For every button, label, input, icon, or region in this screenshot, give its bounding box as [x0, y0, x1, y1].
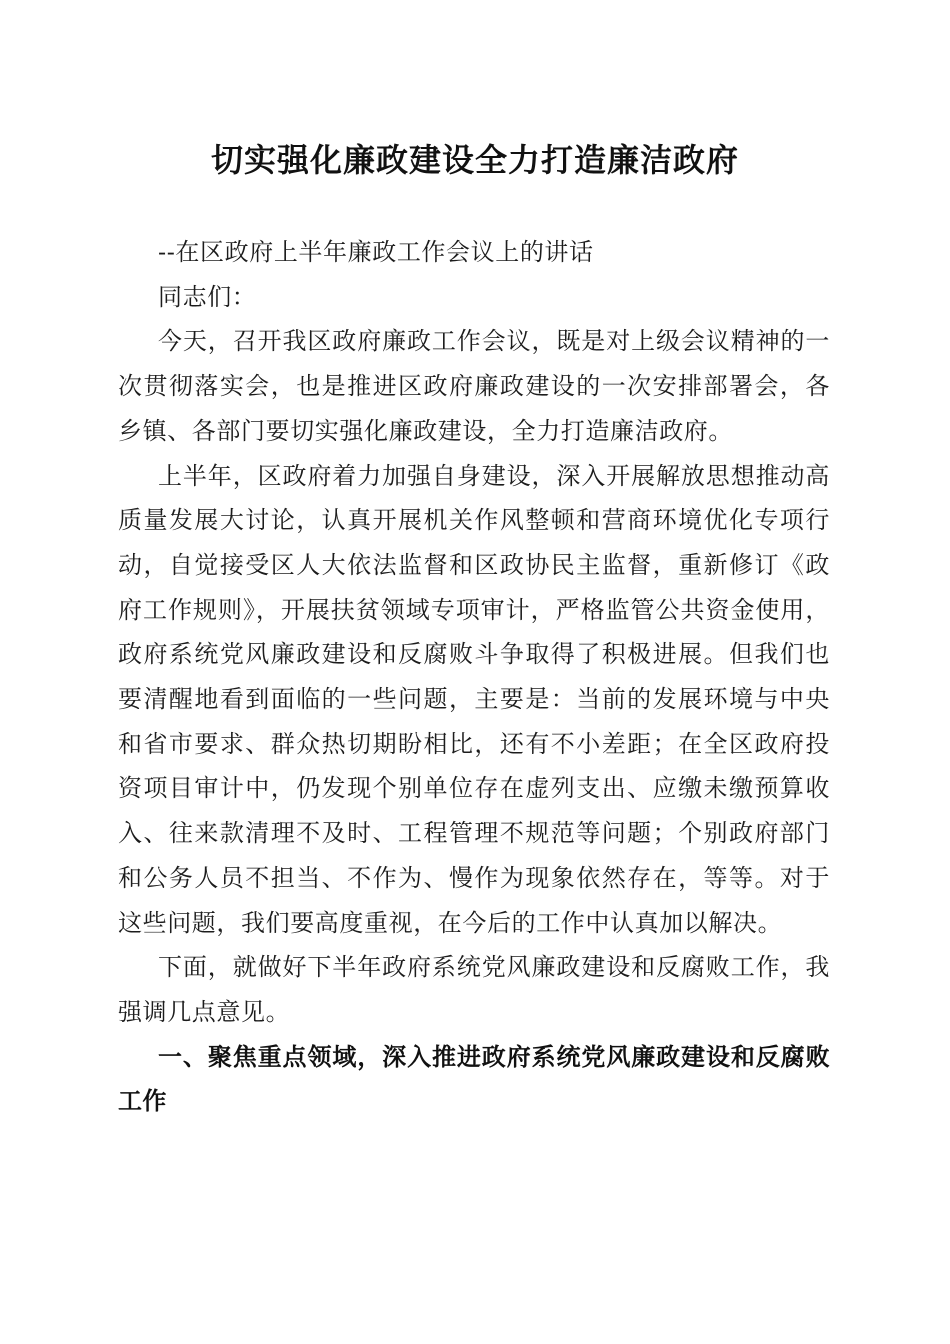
document-body: [118, 230, 830, 1124]
section-heading: 一、聚焦重点领域，深入推进政府系统党风廉政建设和反腐败工作: [118, 1042, 830, 1116]
paragraph: 下面，就做好下半年政府系统党风廉政建设和反腐败工作，我强调几点意见。: [118, 953, 830, 1026]
greeting: 同志们：: [158, 282, 257, 311]
document-title: 切实强化廉政建设全力打造廉洁政府: [210, 141, 739, 179]
paragraph: 上半年，区政府着力加强自身建设，深入开展解放思想推动高质量发展大讨论，认真开展机关作风整顿和营商环境优化专项行动，自觉接受区人大依法监督和区政协民主监督，重新修订《政府工作规则》，开展扶贫领域专项审计，严格监管公共资金使用，政府系统党风廉政建设和反腐败斗争取得了积极进展。但我们也要清醒地看到面临的一些问题，主要是：当前的发展环境与中央和省市要求、群众热切期盼相比，还有不小差距；在全区政府投资项目审计中，仍发现个别单位存在虚列支出、应缴未缴预算收入、往来款清理不及时、工程管理不规范等问题；个别政府部门和公务人员不担当、不作为、慢作为现象依然存在，等等。对于这些问题，我们要高度重视，在今后的工作中认真加以解决。: [118, 461, 830, 937]
subtitle: --在区政府上半年廉政工作会议上的讲话: [158, 238, 594, 266]
paragraph: 今天，召开我区政府廉政工作会议，既是对上级会议精神的一次贯彻落实会，也是推进区政府廉政建设的一次安排部署会，各乡镇、各部门要切实强化廉政建设，全力打造廉洁政府。: [118, 327, 830, 445]
